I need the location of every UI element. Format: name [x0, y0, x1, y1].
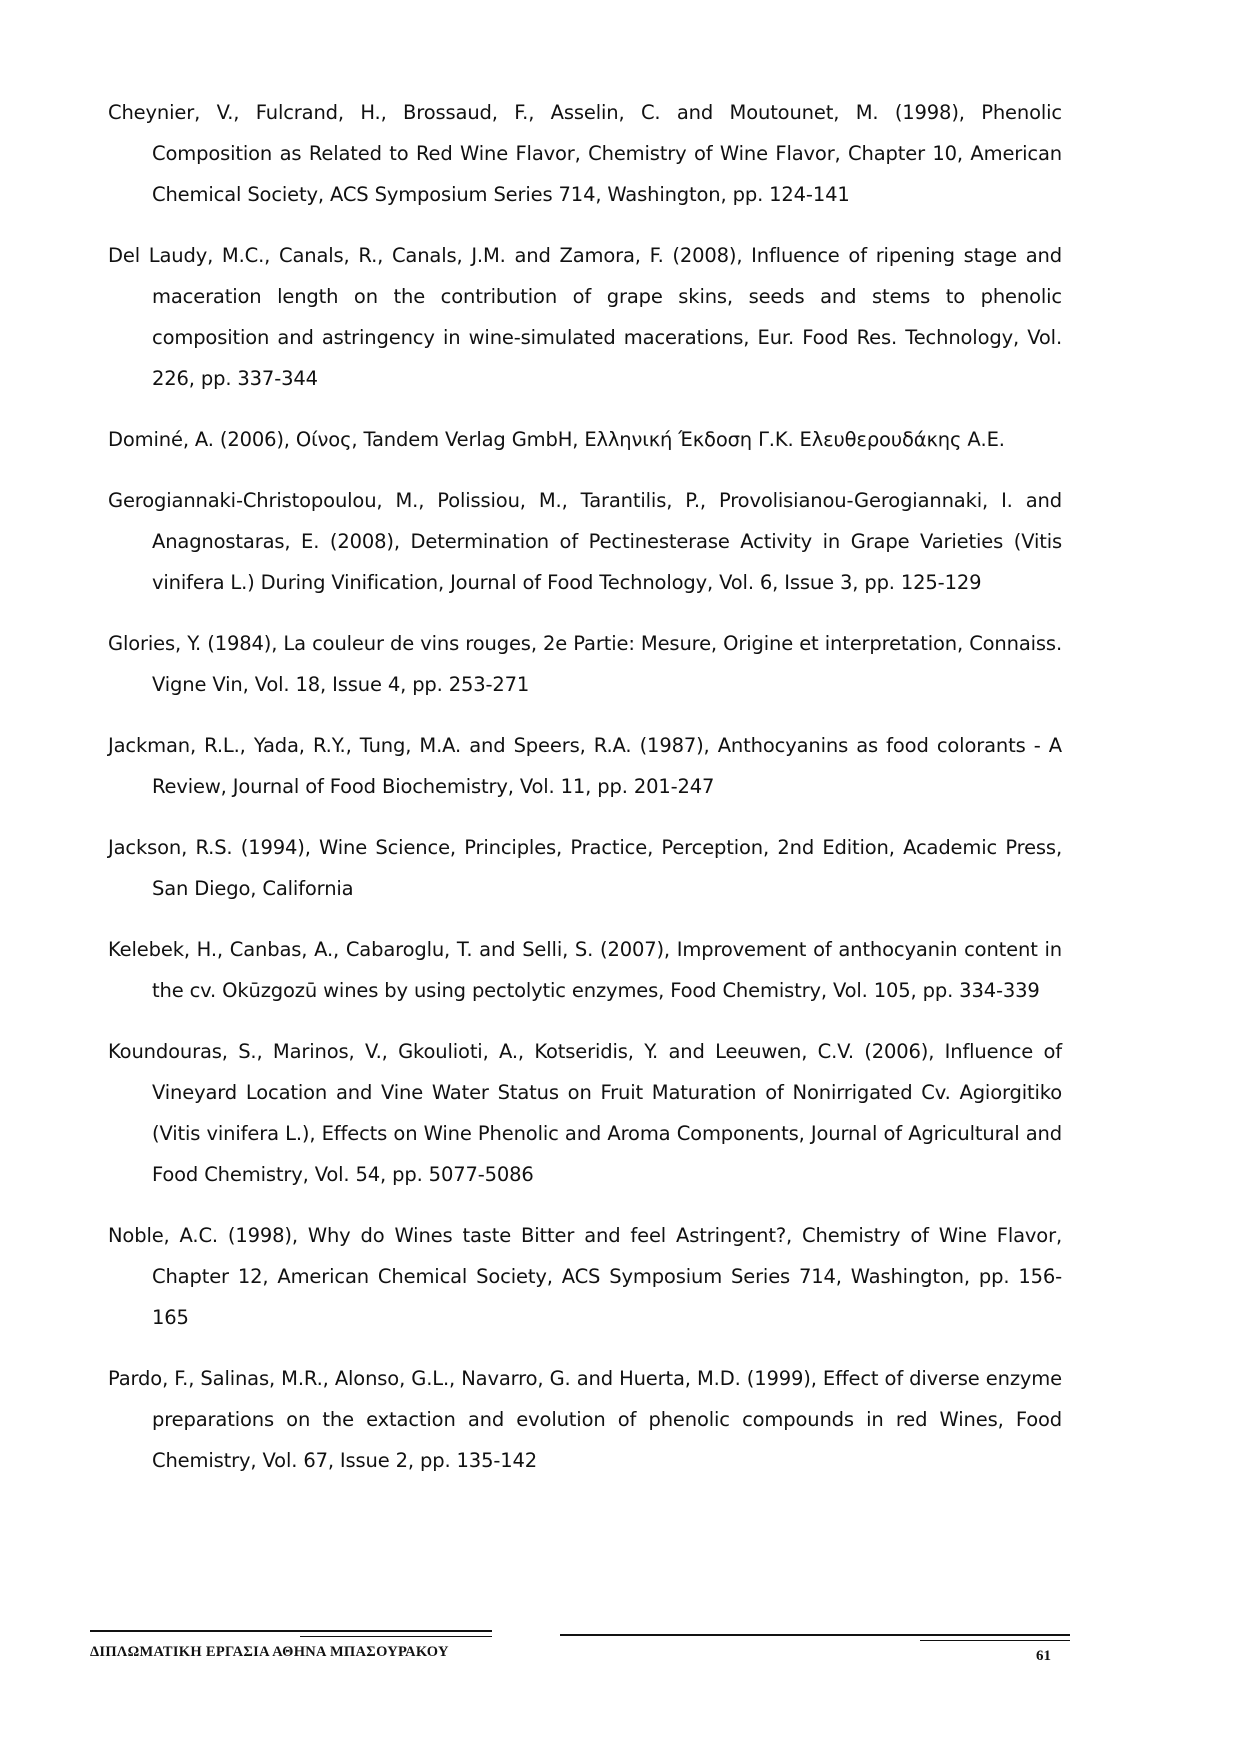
footer-rule	[90, 1630, 492, 1632]
footer-title: ΔΙΠΛΩΜΑΤΙΚΗ ΕΡΓΑΣΙΑ ΑΘΗΝΑ ΜΠΑΣΟΥΡΑΚΟΥ	[90, 1644, 449, 1660]
page-footer	[90, 1630, 1070, 1670]
footer-rule	[920, 1640, 1070, 1641]
footer-rule	[560, 1634, 1070, 1636]
reference-entry: Jackman, R.L., Yada, R.Y., Tung, M.A. and Speers, R.A. (1987), Anthocyanins as food colorants - A Review, Journal of Food Biochemistry, Vol. 11, pp. 201-247	[108, 734, 1062, 798]
page-number: 61	[1036, 1648, 1051, 1664]
reference-entry: Jackson, R.S. (1994), Wine Science, Principles, Practice, Perception, 2nd Edition, Academic Press, San Diego, California	[108, 836, 1062, 900]
reference-entry: Cheynier, V., Fulcrand, H., Brossaud, F., Asselin, C. and Moutounet, M. (1998), Phenolic Composition as Related to Red Wine Flavor, Chemistry of Wine Flavor, Chapter 10, American Chemical Society, ACS Symposium Series 714, Washington, pp. 124-141	[108, 101, 1062, 206]
reference-list	[108, 92, 1062, 1501]
reference-entry: Gerogiannaki-Christopoulou, M., Polissiou, M., Tarantilis, P., Provolisianou-Gerogiannaki, I. and Anagnostaras, E. (2008), Determination of Pectinesterase Activity in Grape Varieties (Vitis vinifera L.) During Vinification, Journal of Food Technology, Vol. 6, Issue 3, pp. 125-129	[108, 489, 1062, 594]
footer-rule	[300, 1636, 492, 1637]
reference-entry: Glories, Y. (1984), La couleur de vins rouges, 2e Partie: Mesure, Origine et interpretation, Connaiss. Vigne Vin, Vol. 18, Issue 4, pp. 253-271	[108, 632, 1062, 696]
reference-entry: Dominé, A. (2006), Οίνος, Tandem Verlag GmbH, Ελληνική Έκδοση Γ.Κ. Ελευθερουδάκης Α.Ε.	[108, 428, 1005, 451]
reference-entry: Koundouras, S., Marinos, V., Gkoulioti, A., Kotseridis, Y. and Leeuwen, C.V. (2006), Influence of Vineyard Location and Vine Water Status on Fruit Maturation of Nonirrigated Cv. Agiorgitiko (Vitis vinifera L.), Effects on Wine Phenolic and Aroma Components, Journal of Agricultural and Food Chemistry, Vol. 54, pp. 5077-5086	[108, 1040, 1062, 1186]
reference-entry: Pardo, F., Salinas, M.R., Alonso, G.L., Navarro, G. and Huerta, M.D. (1999), Effect of diverse enzyme preparations on the extaction and evolution of phenolic compounds in red Wines, Food Chemistry, Vol. 67, Issue 2, pp. 135-142	[108, 1367, 1062, 1472]
reference-entry: Noble, A.C. (1998), Why do Wines taste Bitter and feel Astringent?, Chemistry of Wine Flavor, Chapter 12, American Chemical Society, ACS Symposium Series 714, Washington, pp. 156-165	[108, 1224, 1062, 1329]
reference-entry: Del Laudy, M.C., Canals, R., Canals, J.M. and Zamora, F. (2008), Influence of ripening stage and maceration length on the contribution of grape skins, seeds and stems to phenolic composition and astringency in wine-simulated macerations, Eur. Food Res. Technology, Vol. 226, pp. 337-344	[108, 244, 1062, 390]
reference-entry: Kelebek, H., Canbas, A., Cabaroglu, T. and Selli, S. (2007), Improvement of anthocyanin content in the cv. Okūzgozū wines by using pectolytic enzymes, Food Chemistry, Vol. 105, pp. 334-339	[108, 938, 1062, 1002]
